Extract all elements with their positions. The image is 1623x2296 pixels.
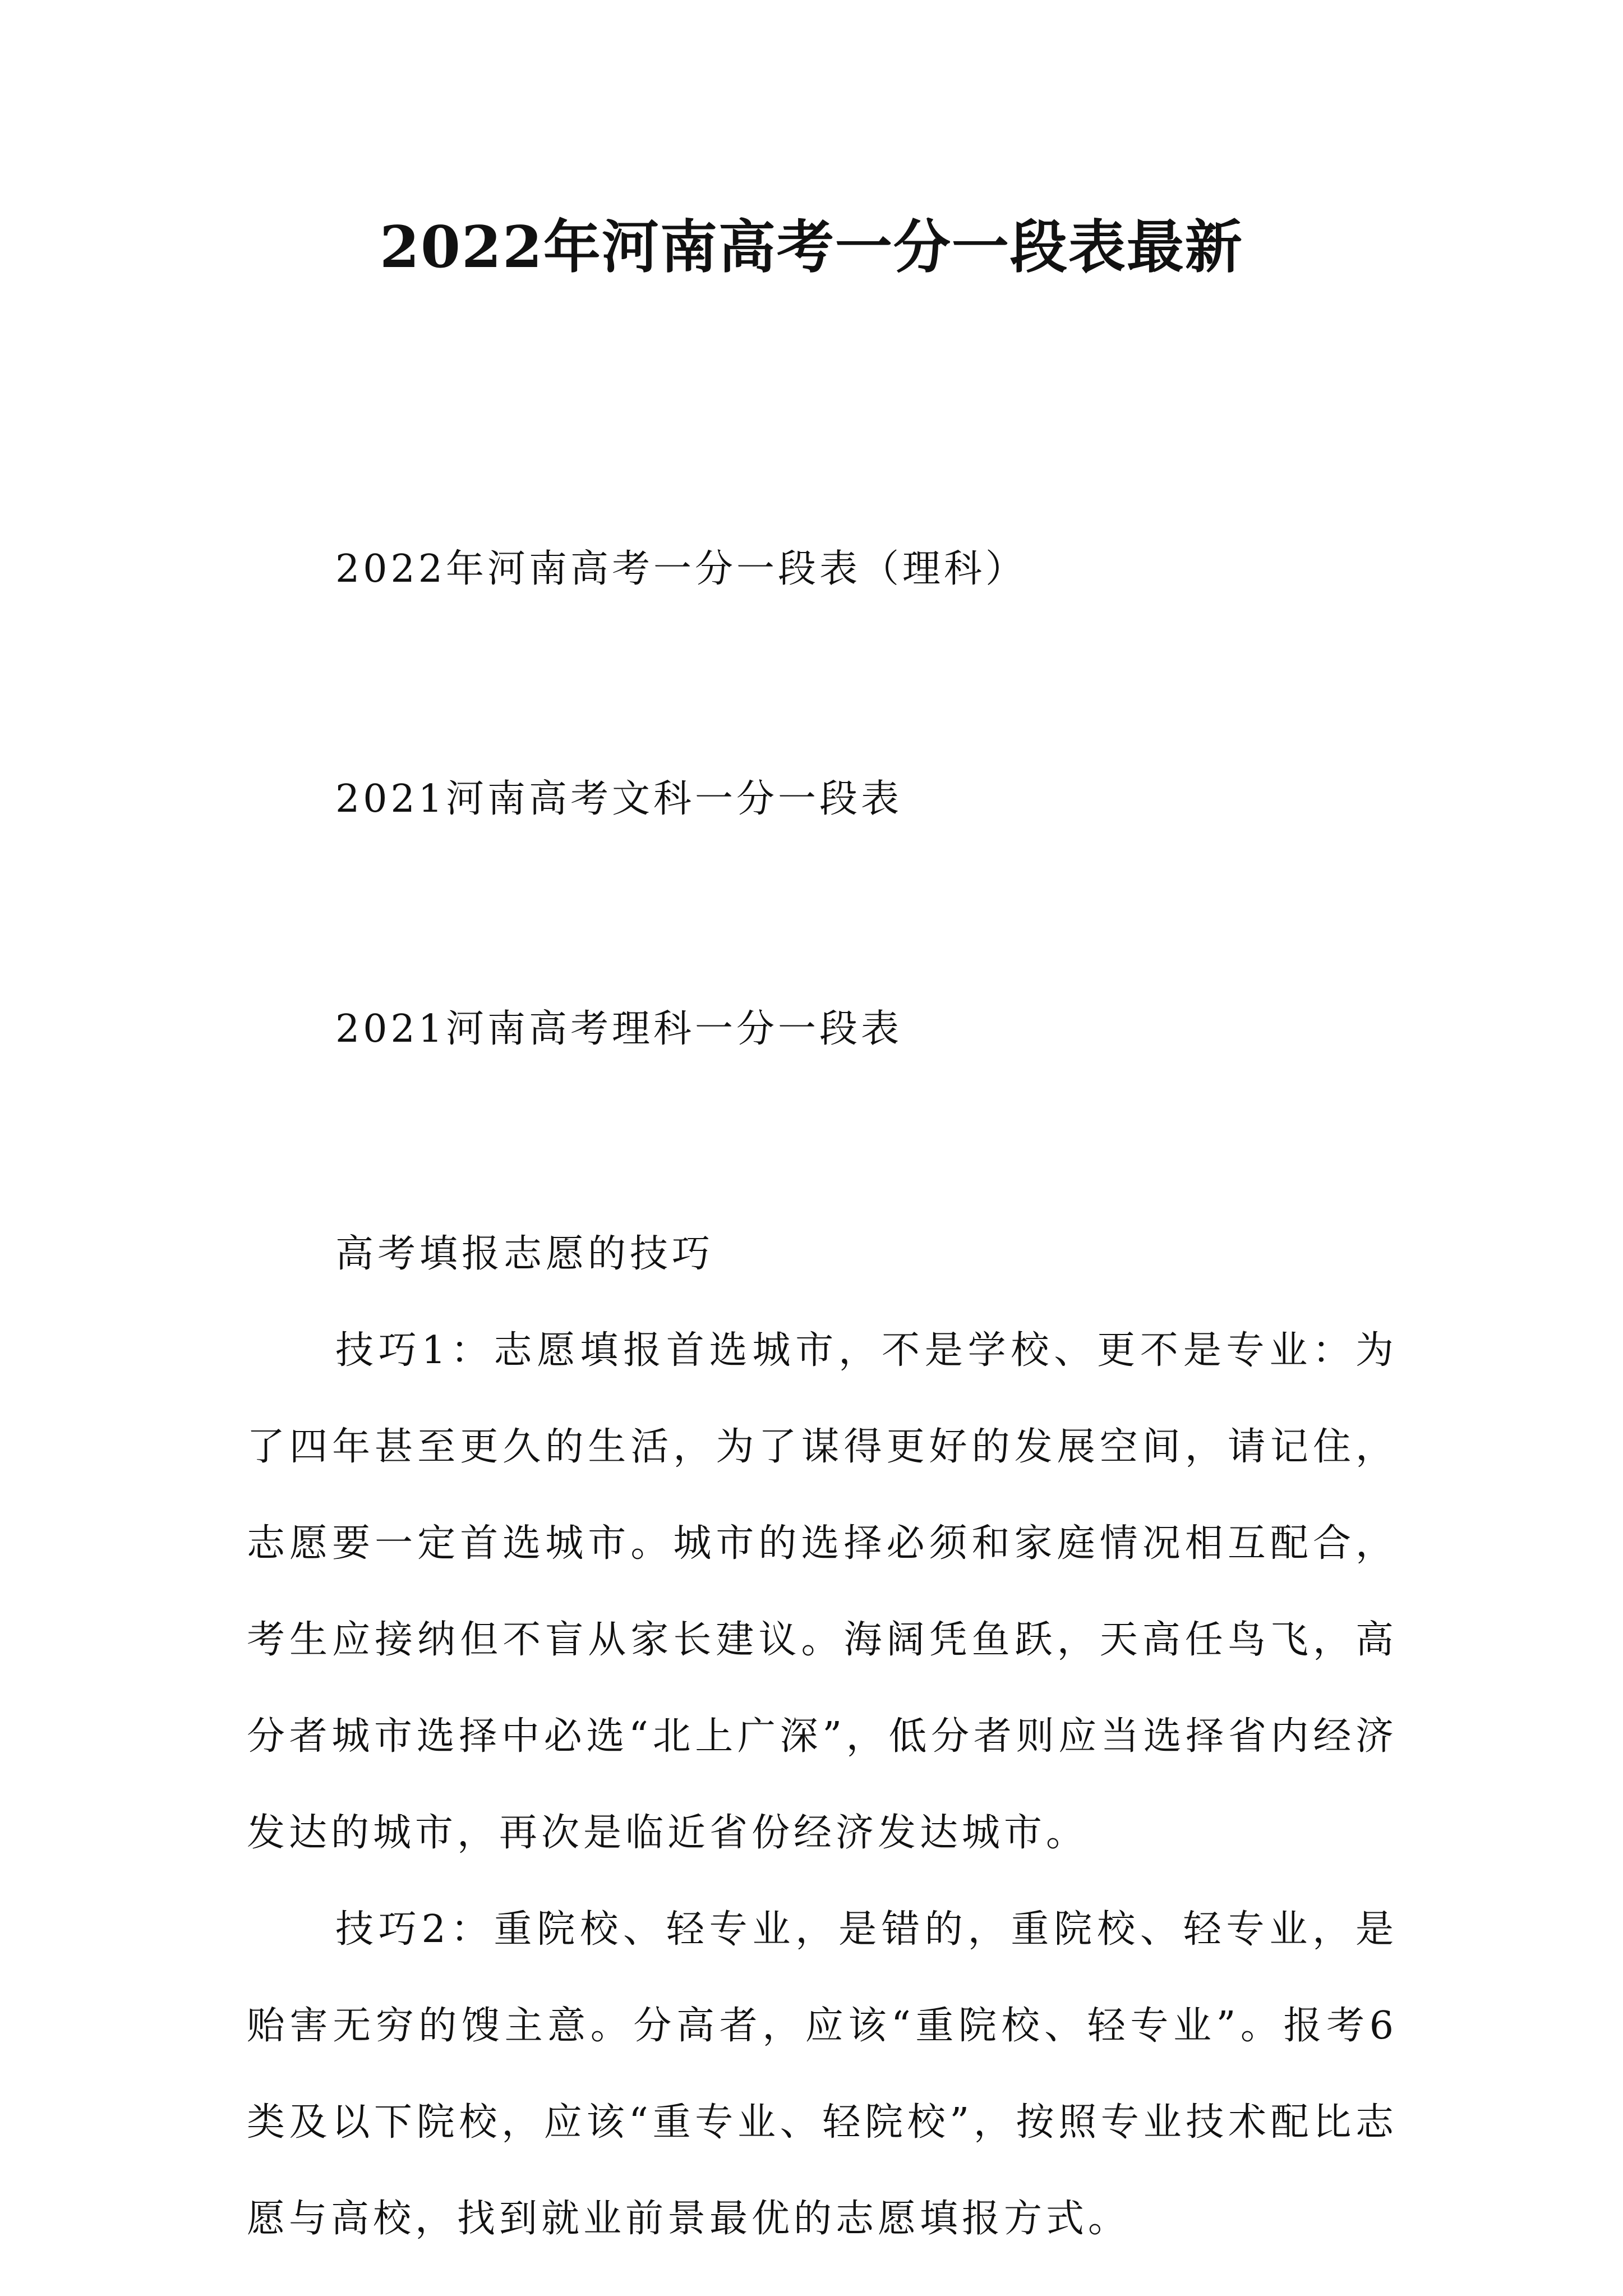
tip-1-paragraph: 技巧1：志愿填报首选城市，不是学校、更不是专业：为了四年甚至更久的生活，为了谋得更好的发展空间，请记住，志愿要一定首选城市。城市的选择必须和家庭情况相互配合，考生应接纳但不盲从家长建议。海阔凭鱼跃，天高任鸟飞，高分者城市选择中必选“北上广深”，低分者则应当选择省内经济发达的城市，再次是临近省份经济发达城市。	[247, 1328, 1398, 1855]
heading-2021-arts-table: 2021河南高考文科一分一段表	[335, 777, 903, 821]
section-title: 高考填报志愿的技巧	[335, 1232, 714, 1276]
body-text	[247, 1206, 1398, 2267]
tip-2-paragraph: 技巧2：重院校、轻专业，是错的，重院校、轻专业，是贻害无穷的馊主意。分高者，应该“重院校、轻专业”。报考6类及以下院校，应该“重专业、轻院校”，按照专业技术配比志愿与高校，找到就业前景最优的志愿填报方式。	[247, 1907, 1398, 2241]
heading-2022-science-table: 2022年河南高考一分一段表（理科）	[335, 547, 1027, 591]
document-title: 2022年河南高考一分一段表最新	[380, 214, 1243, 281]
heading-2021-science-table: 2021河南高考理科一分一段表	[335, 1007, 903, 1051]
